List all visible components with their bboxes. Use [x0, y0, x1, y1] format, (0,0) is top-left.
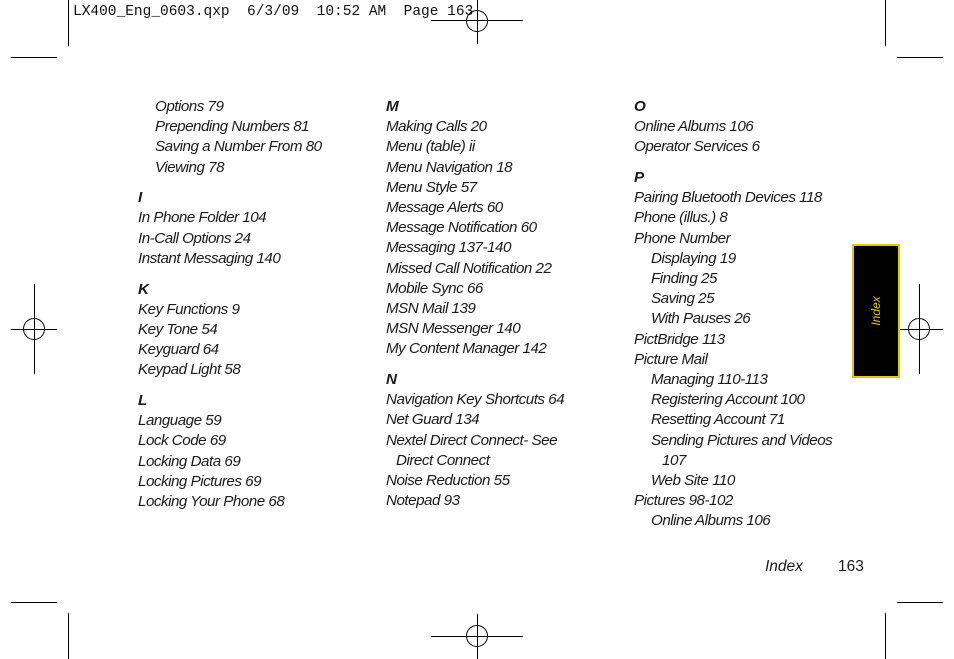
- index-entry: Phone Number: [634, 229, 731, 247]
- crop-mark: [885, 0, 886, 46]
- index-entry: Pairing Bluetooth Devices 118: [634, 189, 822, 207]
- index-entry: Message Alerts 60: [386, 198, 503, 216]
- footer-section-label: Index: [765, 558, 803, 575]
- index-entry: Notepad 93: [386, 492, 460, 510]
- entry-gap: [138, 269, 322, 280]
- index-entry: MSN Messenger 140: [386, 320, 521, 338]
- index-entry: Registering Account 100: [651, 391, 805, 409]
- index-entry: Missed Call Notification 22: [386, 259, 552, 277]
- registration-circle-icon: [908, 318, 930, 340]
- section-tab: [852, 244, 900, 378]
- registration-circle-icon: [466, 625, 488, 647]
- index-entry: Menu (table) ii: [386, 138, 475, 156]
- index-entry: Prepending Numbers 81: [155, 118, 310, 136]
- index-column-3: [634, 97, 832, 531]
- index-entry: Key Tone 54: [138, 320, 218, 338]
- index-column-1: [138, 97, 322, 512]
- index-entry: Menu Style 57: [386, 178, 477, 196]
- slug-line: LX400_Eng_0603.qxp 6/3/09 10:52 AM Page 163: [73, 4, 474, 20]
- index-entry: Message Notification 60: [386, 219, 537, 237]
- index-entry: Lock Code 69: [138, 432, 226, 450]
- index-entry: Mobile Sync 66: [386, 279, 483, 297]
- index-entry: Saving 25: [651, 290, 715, 308]
- crop-mark: [11, 602, 57, 603]
- index-letter-heading: P: [634, 169, 644, 187]
- index-entry: Operator Services 6: [634, 138, 760, 156]
- index-entry: PictBridge 113: [634, 330, 725, 348]
- index-entry: In Phone Folder 104: [138, 209, 267, 227]
- index-entry: Noise Reduction 55: [386, 471, 510, 489]
- index-entry: Locking Pictures 69: [138, 472, 262, 490]
- index-entry: Resetting Account 71: [651, 411, 785, 429]
- index-letter-heading: I: [138, 189, 142, 207]
- index-entry: Finding 25: [651, 270, 717, 287]
- index-entry: Pictures 98-102: [634, 492, 733, 510]
- index-entry: Web Site 110: [651, 471, 735, 489]
- page-number: 163: [838, 558, 864, 575]
- registration-circle-icon: [23, 318, 45, 340]
- index-entry: Key Functions 9: [138, 300, 240, 318]
- index-entry: Messaging 137-140: [386, 239, 511, 257]
- index-letter-heading: M: [386, 98, 399, 115]
- index-letter-heading: O: [634, 98, 646, 115]
- registration-circle-icon: [466, 10, 488, 32]
- section-tab-label: Index: [869, 296, 883, 326]
- index-entry: My Content Manager 142: [386, 340, 547, 358]
- index-entry: Saving a Number From 80: [155, 138, 322, 156]
- index-entry: Options 79: [155, 98, 224, 115]
- index-entry: Sending Pictures and Videos: [651, 431, 833, 449]
- index-entry: Keyguard 64: [138, 341, 219, 359]
- index-entry: Making Calls 20: [386, 118, 487, 136]
- index-entry: 107: [662, 451, 686, 469]
- index-entry: Online Albums 106: [651, 512, 771, 530]
- crop-mark: [885, 613, 886, 659]
- index-entry: Navigation Key Shortcuts 64: [386, 391, 565, 409]
- index-entry: Language 59: [138, 412, 222, 430]
- index-column-2: [386, 97, 564, 511]
- index-letter-heading: N: [386, 370, 397, 388]
- index-entry: MSN Mail 139: [386, 299, 476, 317]
- index-entry: Menu Navigation 18: [386, 158, 513, 176]
- index-letter-heading: K: [138, 280, 149, 298]
- index-entry: Online Albums 106: [634, 118, 754, 136]
- index-entry: Instant Messaging 140: [138, 249, 281, 267]
- index-entry: Locking Your Phone 68: [138, 492, 285, 510]
- index-entry: Keypad Light 58: [138, 361, 241, 379]
- entry-gap: [138, 380, 322, 391]
- crop-mark: [897, 57, 943, 58]
- index-entry: In-Call Options 24: [138, 229, 251, 247]
- index-entry: Locking Data 69: [138, 452, 241, 470]
- index-entry: Net Guard 134: [386, 411, 480, 429]
- entry-gap: [386, 359, 564, 370]
- crop-mark: [68, 613, 69, 659]
- index-entry: With Pauses 26: [651, 310, 751, 328]
- entry-gap: [634, 158, 832, 169]
- index-entry: Nextel Direct Connect- See: [386, 431, 558, 449]
- crop-mark: [11, 57, 57, 58]
- index-entry: Viewing 78: [155, 158, 225, 176]
- index-entry: Picture Mail: [634, 350, 708, 368]
- index-entry: Displaying 19: [651, 249, 736, 267]
- entry-gap: [138, 178, 322, 189]
- crop-mark: [68, 0, 69, 46]
- index-letter-heading: L: [138, 391, 147, 409]
- index-entry: Phone (illus.) 8: [634, 209, 728, 227]
- index-entry: Managing 110-113: [651, 370, 768, 388]
- crop-mark: [897, 602, 943, 603]
- index-entry: Direct Connect: [396, 451, 490, 469]
